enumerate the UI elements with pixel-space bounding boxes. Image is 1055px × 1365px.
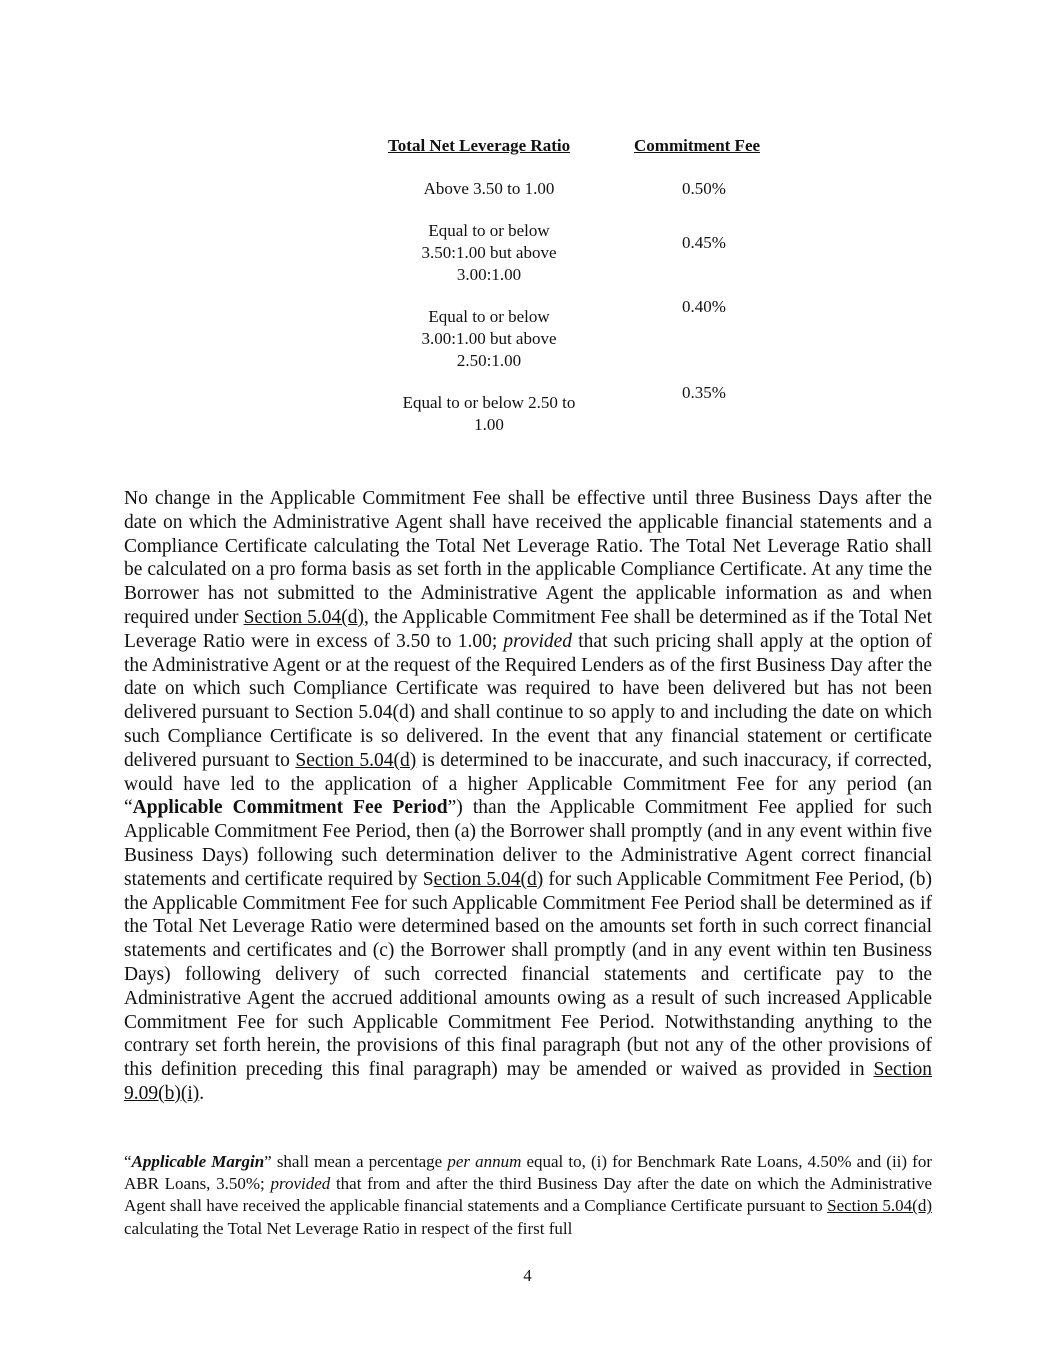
table-row-fee: 0.50% bbox=[682, 179, 726, 198]
defined-term: Applicable Commitment Fee Period bbox=[132, 797, 448, 819]
section-reference-link[interactable]: Section 5.04(d) bbox=[827, 1196, 932, 1216]
table-row-fee: 0.35% bbox=[682, 383, 726, 402]
section-reference-link[interactable]: Section 5.04(d) bbox=[295, 749, 417, 771]
table-row-fee: 0.45% bbox=[682, 233, 726, 252]
table-header-leverage-ratio: Total Net Leverage Ratio bbox=[388, 136, 571, 155]
section-reference-link[interactable]: Section 5.04(d) bbox=[243, 606, 365, 628]
defined-term: Applicable Margin bbox=[131, 1152, 265, 1171]
page-number: 4 bbox=[523, 1266, 532, 1285]
table-row-ratio: Equal to or below 3.00:1.00 but above 2.50:1.00 bbox=[421, 307, 557, 370]
table-row-ratio: Equal to or below 2.50 to 1.00 bbox=[402, 393, 576, 434]
table-row-ratio: Above 3.50 to 1.00 bbox=[423, 179, 555, 198]
section-reference-link[interactable]: ection 5.04(d) bbox=[433, 868, 544, 890]
table-header-commitment-fee: Commitment Fee bbox=[634, 136, 761, 155]
applicable-margin-definition: “Applicable Margin” shall mean a percentage per annum equal to, (i) for Benchmark Rate Loans, 4.50% and (ii) for ABR Loans, 3.50%; provided that from and after the third Business Day after the date on which the Administrative Agent shall have received the applicable financial statements and a Compliance Certificate pursuant to Section 5.04(d) calculating the Total Net Leverage Ratio in respect of the first full bbox=[124, 1152, 933, 1238]
table-row-ratio: Equal to or below 3.50:1.00 but above 3.00:1.00 bbox=[421, 221, 557, 284]
table-row-fee: 0.40% bbox=[682, 297, 726, 316]
commitment-fee-paragraph: No change in the Applicable Commitment Fee shall be effective until three Business Days after the date on which the Administrative Agent shall have received the applicable financial statements and a Compliance Certificate calculating the Total Net Leverage Ratio. The Total Net Leverage Ratio shall be calculated on a pro forma basis as set forth in the applicable Compliance Certificate. At any time the Borrower has not submitted to the Administrative Agent the applicable information as and when required under Section 5.04(d), the Applicable Commitment Fee shall be determined as if the Total Net Leverage Ratio were in excess of 3.50 to 1.00; provided that such pricing shall apply at the option of the Administrative Agent or at the request of the Required Lenders as of the first Business Day after the date on which such Compliance Certificate was required to have been delivered but has not been delivered pursuant to Section 5.04(d) and shall continue to so apply to and including the date on which such Compliance Certificate is so delivered. In the event that any financial statement or certificate delivered pursuant to Section 5.04(d) is determined to be inaccurate, and such inaccuracy, if corrected, would have led to the application of a higher Applicable Commitment Fee for any period (an “Applicable Commitment Fee Period”) than the Applicable Commitment Fee applied for such Applicable Commitment Fee Period, then (a) the Borrower shall promptly (and in any event within five Business Days) following such determination deliver to the Administrative Agent correct financial statements and certificate required by Section 5.04(d) for such Applicable Commitment Fee Period, (b) the Applicable Commitment Fee for such Applicable Commitment Fee Period shall be determined as if the Total Net Leverage Ratio were determined based on the amounts set forth in such correct financial statements and certificates and (c) the Borrower shall promptly (and in any event within ten Business Days) following delivery of such corrected financial statements and certificate pay to the Administrative Agent the accrued additional amounts owing as a result of such increased Applicable Commitment Fee for such Applicable Commitment Fee Period. Notwithstanding anything to the contrary set forth herein, the provisions of this final paragraph (but not any of the other provisions of this definition preceding this final paragraph) may be amended or waived as provided in Section 9.09(b)(i). bbox=[124, 488, 932, 1104]
section-reference-link[interactable]: Section 9.09(b)(i) bbox=[124, 1059, 932, 1104]
